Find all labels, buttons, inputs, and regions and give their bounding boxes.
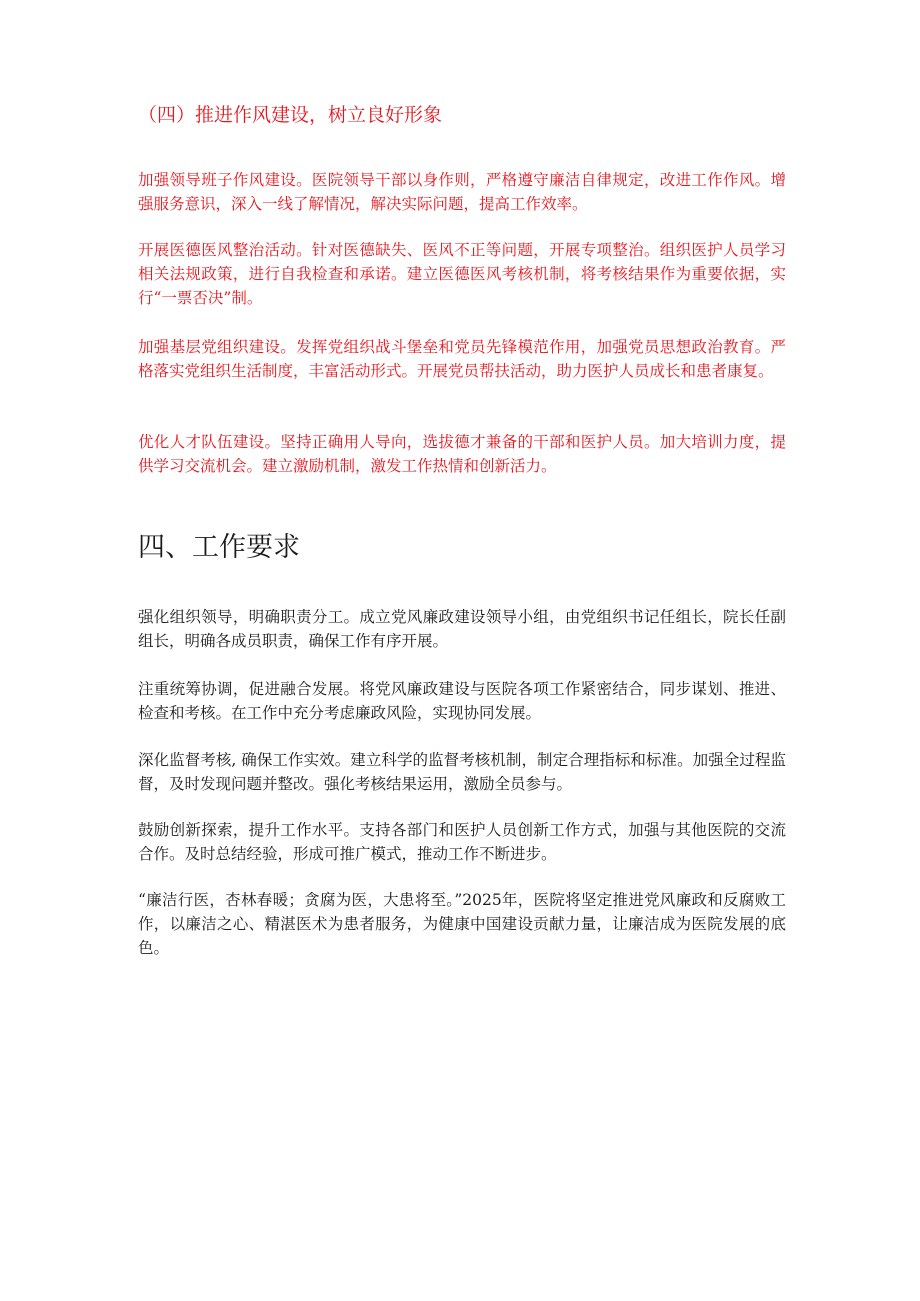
paragraph-party-organization: 加强基层党组织建设。发挥党组织战斗堡垒和党员先锋模范作用，加强党员思想政治教育。严格落实党组织生活制度，丰富活动形式。开展党员帮扶活动，助力医护人员成长和患者康复。 [138, 338, 786, 380]
paragraph-leadership-style: 加强领导班子作风建设。医院领导干部以身作则，严格遵守廉洁自律规定，改进工作作风。增强服务意识，深入一线了解情况，解决实际问题，提高工作效率。 [138, 171, 786, 213]
paragraph-coordination: 注重统筹协调，促进融合发展。将党风廉政建设与医院各项工作紧密结合，同步谋划、推进、检查和考核。在工作中充分考虑廉政风险，实现协同发展。 [138, 680, 786, 722]
paragraph-talent-team: 优化人才队伍建设。坚持正确用人导向，选拔德才兼备的干部和医护人员。加大培训力度，提供学习交流机会。建立激励机制，激发工作热情和创新活力。 [138, 433, 786, 475]
paragraph-conclusion: “廉洁行医，杏林春暖；贪腐为医，大患将至。”2025年，医院将坚定推进党风廉政和反腐败工作，以廉洁之心、精湛医术为患者服务，为健康中国建设贡献力量，让廉洁成为医院发展的底色。 [138, 891, 786, 957]
subsection-title: （四）推进作风建设，树立良好形象 [138, 104, 443, 126]
paragraph-organization-leadership: 强化组织领导，明确职责分工。成立党风廉政建设领导小组，由党组织书记任组长，院长任副组长，明确各成员职责，确保工作有序开展。 [138, 608, 786, 650]
paragraph-medical-ethics: 开展医德医风整治活动。针对医德缺失、医风不正等问题，开展专项整治。组织医护人员学习相关法规政策，进行自我检查和承诺。建立医德医风考核机制，将考核结果作为重要依据，实行“一票否决”制。 [138, 241, 786, 307]
paragraph-supervision: 深化监督考核, 确保工作实效。建立科学的监督考核机制，制定合理指标和标准。加强全过程监督，及时发现问题并整改。强化考核结果运用，激励全员参与。 [138, 751, 786, 793]
section-heading: 四、工作要求 [138, 532, 300, 563]
paragraph-innovation: 鼓励创新探索，提升工作水平。支持各部门和医护人员创新工作方式，加强与其他医院的交流合作。及时总结经验，形成可推广模式，推动工作不断进步。 [138, 821, 786, 863]
